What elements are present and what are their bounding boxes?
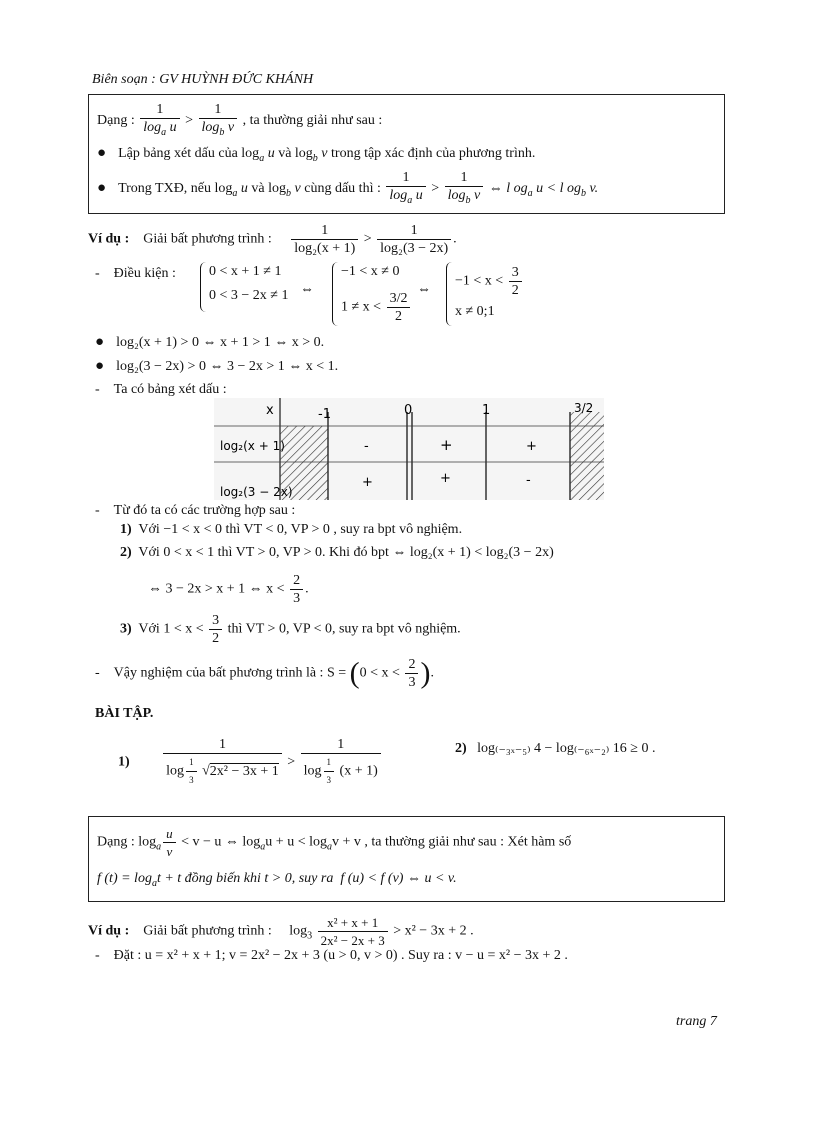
conclusion: - Vậy nghiệm của bất phương trình là : S = (0 < x < $\frac{2}{3}$ ). — [95, 656, 434, 690]
case-1: 1) Với −1 < x < 0 thì VT < 0, VP > 0 , suy ra bpt vô nghiệm. — [120, 522, 463, 537]
exercise-1: 1) 1 log $\frac{1}{3}$ √2x² − 3x + 1 > 1 log $\frac{1}{3}$ (x + 1) — [118, 736, 383, 789]
equiv-2: ⇔ — [417, 282, 431, 297]
box2-line2: f $(t) = \log_at + t$ đồng biến khi t > 0, suy ra f (u) < f (v) ⇔ u < v. — [97, 871, 457, 889]
log-ineq-1: ● log₂(x + 1) > 0 ⇔ x + 1 > 1 ⇔ x > 0. — [95, 334, 325, 350]
case-3: 3) Với 1 < x < $\frac{3}{2}$ thì VT > 0, VP < 0, suy ra bpt vô nghiệm. — [120, 613, 461, 646]
x-label: x — [266, 403, 274, 418]
row1-sign-1: - — [364, 439, 369, 454]
table-intro: - Ta có bảng xét dấu : — [95, 382, 227, 397]
point-3-2: 3/2 — [574, 401, 594, 415]
method-box-1 — [88, 94, 725, 214]
point-0: 0 — [404, 403, 413, 418]
example2-statement: Ví dụ : Giải bất phương trình : $\log_3$ $\frac{\text{x² + x + 1}}{\text{2x² − 2x + 3}}$ > x² − 3x + 2 . — [88, 915, 474, 948]
row1-sign-3: + — [526, 439, 537, 454]
exercises-title: BÀI TẬP. — [95, 706, 154, 721]
sign-table — [214, 398, 604, 500]
cond-brace-2: −1 < x ≠ 0 1 ≠ x < $\frac{3/2}{2}$ — [332, 262, 423, 326]
cases-intro: - Từ đó ta có các trường hợp sau : — [95, 503, 296, 518]
page-number: trang 7 — [676, 1014, 717, 1029]
cond-brace-1: 0 < x + 1 ≠ 1 0 < 3 − 2x ≠ 1 — [200, 262, 311, 312]
row1-label: log₂(x + 1) — [220, 439, 285, 453]
page-header: Biên soạn : GV HUỲNH ĐỨC KHÁNH — [92, 72, 314, 87]
substitution: - Đặt : u = x² + x + 1; v = 2x² − 2x + 3 (u > 0, v > 0) . Suy ra : v − u = x² − 3x + 2 . — [95, 948, 568, 963]
point-1: 1 — [482, 403, 491, 418]
method-box-2 — [88, 816, 725, 902]
row2-sign-1: + — [362, 475, 373, 490]
box1-bullet1: ● Lập bảng xét dấu của $\log_a u$ và $\log_b v$ trong tập xác định của phương trình. — [97, 145, 536, 164]
example1-statement: Ví dụ : Giải bất phương trình : $\frac{1}{\text{log₂(x + 1)}}$ > $\frac{1}{\text{log₂(3 − 2x)}}$ . — [88, 223, 457, 256]
box1-line1: Dạng : $\frac{1}{\log_a u}$ > $\frac{1}{\log_b v}$ , ta thường giải như sau : — [97, 101, 382, 141]
point-minus1: -1 — [318, 407, 331, 422]
box1-bullet2: ● Trong TXĐ, nếu $\log_a u$ và $\log_b v$ cùng dấu thì : $\frac{1}{\log_a u}$ > $\frac{1}{\log_b v}$ ⇔ l $og_a$ u < l $og_b$ v. — [97, 169, 598, 209]
row2-sign-2: + — [440, 471, 451, 486]
exercise-2: 2) log₍₋₃ₓ₋₅₎ 4 − log₍₋₆ₓ₋₂₎ 16 ≥ 0 . — [455, 741, 656, 756]
row1-sign-2: + — [440, 436, 453, 454]
log-ineq-2: ● log₂(3 − 2x) > 0 ⇔ 3 − 2x > 1 ⇔ x < 1. — [95, 358, 339, 374]
case-2-cont: ⇔ 3 − 2x > x + 1 ⇔ x < $\frac{2}{3}$ . — [148, 573, 309, 606]
condition-block: - Điều kiện : — [95, 266, 176, 281]
row2-sign-3: - — [526, 473, 531, 488]
equiv-1: ⇔ — [300, 282, 314, 297]
box2-line1: Dạng : $\log_a$ $\frac{u}{v}$ < v − u ⇔ $\log_au + u < \log_av + v$ , ta thường giải như sau : Xét hàm số — [97, 826, 572, 859]
row2-label: log₂(3 − 2x) — [220, 485, 293, 499]
case-2: 2) Với 0 < x < 1 thì VT > 0, VP > 0. Khi đó bpt ⇔ log₂(x + 1) < log₂(3 − 2x) — [120, 545, 554, 560]
cond-brace-3: −1 < x < $\frac{3}{2}$ x ≠ 0;1 — [446, 262, 537, 326]
